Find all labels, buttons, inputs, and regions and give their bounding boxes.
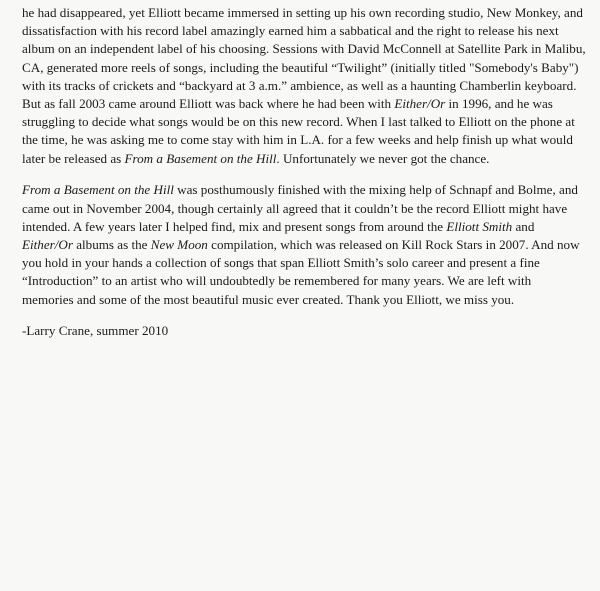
text-run: in 1996, and he was	[445, 96, 553, 112]
text-line	[22, 150, 588, 168]
italic-title: From a Basement on the Hill	[22, 182, 174, 198]
text-line	[22, 291, 588, 309]
text-line	[22, 254, 588, 272]
italic-title: Elliott Smith	[446, 218, 513, 234]
text-line	[22, 4, 588, 22]
text-run: intended. A few years later I helped find, mix and present songs from around the	[22, 218, 447, 234]
text-run: albums as the	[72, 237, 151, 253]
text-line	[22, 59, 588, 77]
text-line	[22, 40, 588, 58]
text-run: struggling to decide what songs would be on this new record. When I last talked to Elliott on the phone at	[22, 114, 575, 130]
text-run: dissatisfaction with his record label amazingly earned him a sabbatical and the right to release his next	[22, 23, 559, 39]
signoff: -Larry Crane, summer 2010	[22, 323, 169, 339]
text-run: he had disappeared, yet Elliott became immersed in setting up his own recording studio, New Monkey, and	[22, 5, 583, 20]
text-line	[22, 200, 588, 218]
text-line	[22, 272, 588, 290]
paragraph-1	[22, 4, 588, 168]
text-line	[22, 131, 588, 149]
text-line	[22, 236, 588, 254]
italic-title: New Moon	[150, 237, 208, 253]
text-run: “Introduction” to an artist who will undoubtedly be remembered for many years. We are left with	[22, 273, 532, 289]
text-run: album on an independent label of his choosing. Sessions with David McConnell at Satellite Park in Malibu,	[22, 41, 586, 57]
text-line	[22, 181, 588, 199]
italic-title: Either/Or	[22, 237, 73, 253]
text-line	[22, 22, 588, 40]
text-line	[22, 95, 588, 113]
text-run: memories and some of the most beautiful music ever created. Thank you Elliott, we miss you.	[22, 291, 515, 307]
text-run: and	[512, 218, 535, 234]
paragraphs	[22, 4, 588, 309]
italic-title: From a Basement on the Hill	[124, 150, 277, 166]
paragraph-2	[22, 181, 588, 308]
text-run: . Unfortunately we never got the chance.	[276, 150, 490, 166]
text-run: compilation, which was released on Kill Rock Stars in 2007. And now	[207, 237, 580, 253]
text-run: later be released as	[22, 150, 125, 166]
text-run: was posthumously finished with the mixing help of Schnapf and Bolme, and	[173, 182, 578, 198]
text-run: But as fall 2003 came around Elliott was back where he had been with	[22, 96, 395, 112]
liner-notes-text	[22, 4, 588, 341]
italic-title: Either/Or	[394, 96, 446, 112]
text-run: the time, he was asking me to come stay with him in L.A. for a few weeks and help finish up what would	[22, 132, 573, 148]
text-run: came out in November 2004, though certainly all agreed that it couldn’t be the record Elliott might have	[22, 200, 568, 216]
text-line	[22, 113, 588, 131]
text-line	[22, 77, 588, 95]
text-run: CA, generated more reels of songs, including the beautiful “Twilight” (initially titled "Somebody's Baby")	[22, 59, 579, 75]
text-line	[22, 218, 588, 236]
text-run: you hold in your hands a collection of songs that span Elliott Smith’s solo career and present a fine	[22, 255, 540, 271]
text-run: with its tracks of crickets and “backyard at 3 a.m.” ambience, as well as a haunting Chamberlin keyboard.	[22, 77, 577, 93]
